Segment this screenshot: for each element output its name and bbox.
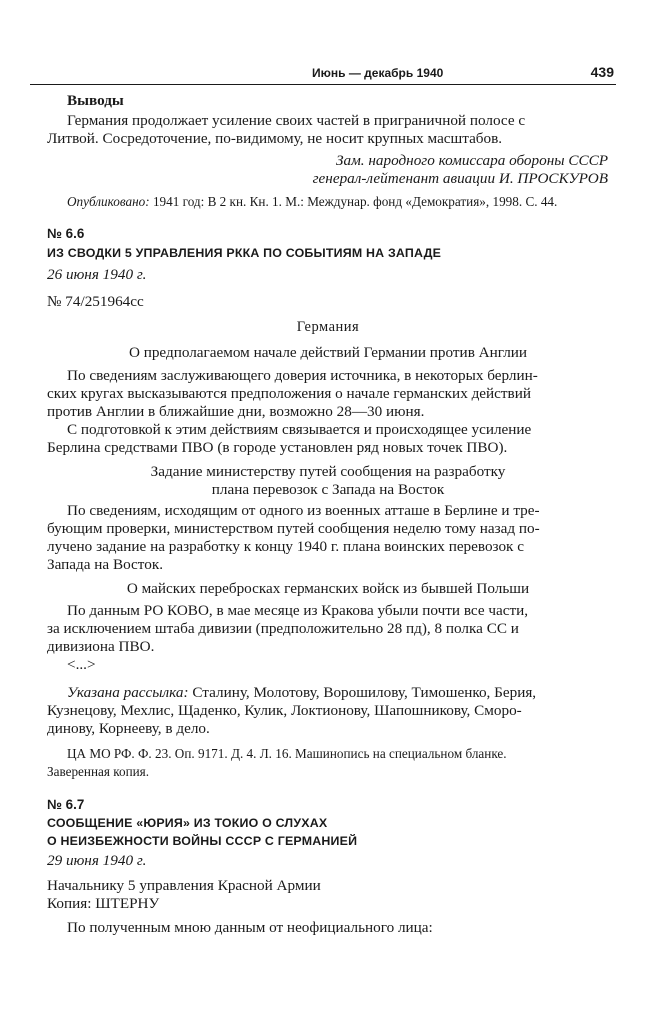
signature-name-line xyxy=(313,170,608,188)
doc66-distribution-line-2: Кузнецову, Мехлис, Щаденко, Кулик, Локтионову, Шапошникову, Сморо- xyxy=(47,702,522,719)
doc66-ellipsis: <...> xyxy=(67,656,96,673)
doc66-archive-line-2: Заверенная копия. xyxy=(47,764,150,779)
doc66-p1-line-3: против Англии в ближайшие дни, возможно 28—30 июня. xyxy=(47,403,425,420)
doc67-p1: По полученным мною данным от неофициального лица: xyxy=(67,919,433,936)
doc66-p1-line-1: По сведениям заслуживающего доверия источника, в некоторых берлин- xyxy=(67,367,538,384)
doc66-section: Германия xyxy=(296,319,360,335)
doc66-p3-line-1: По сведениям, исходящим от одного из военных атташе в Берлине и тре- xyxy=(67,502,540,519)
distribution-label: Указана рассылка: xyxy=(67,684,189,701)
doc66-p4-line-1: По данным РО КОВО, в мае месяце из Кракова убыли почти все части, xyxy=(67,602,529,619)
doc66-p4-line-2: за исключением штаба дивизии (предположительно 28 пд), 8 полка СС и xyxy=(47,620,519,637)
doc67-title-line-2: О НЕИЗБЕЖНОСТИ ВОЙНЫ СССР С ГЕРМАНИЕЙ xyxy=(47,834,358,848)
doc66-ref: № 74/251964сс xyxy=(47,293,144,310)
doc66-p2-line-2: Берлина средствами ПВО (в городе установлен ряд новых точек ПВО). xyxy=(47,439,508,456)
doc66-p4-line-3: дивизиона ПВО. xyxy=(47,638,155,655)
doc66-subheading-1: О предполагаемом начале действий Германии против Англии xyxy=(128,344,528,361)
signature-position: Зам. народного комиссара обороны СССР xyxy=(335,152,608,169)
doc67-number: № 6.7 xyxy=(47,797,85,812)
doc66-p3-line-3: лучено задание на разработку к концу 1940 г. плана воинских перевозок с xyxy=(47,538,524,555)
conclusions-heading: Выводы xyxy=(67,92,124,109)
doc66-subheading-3: О майских перебросках германских войск из бывшей Польши xyxy=(126,580,530,597)
doc66-distribution-line-3: динову, Корнееву, в дело. xyxy=(47,720,210,737)
doc66-p3-line-4: Запада на Восток. xyxy=(47,556,163,573)
doc67-addressee: Начальнику 5 управления Красной Армии xyxy=(47,877,321,894)
doc66-archive-line-1: ЦА МО РФ. Ф. 23. Оп. 9171. Д. 4. Л. 16. Машинопись на специальном бланке. xyxy=(67,746,507,761)
running-header-title: Июнь — декабрь 1940 xyxy=(312,66,444,80)
doc66-date: 26 июня 1940 г. xyxy=(47,266,147,283)
published-text: 1941 год: В 2 кн. Кн. 1. М.: Междунар. фонд «Демократия», 1998. С. 44. xyxy=(149,194,558,209)
conclusions-line-1: Германия продолжает усиление своих частей в приграничной полосе с xyxy=(67,112,526,129)
doc66-subheading-2-line-2: плана перевозок с Запада на Восток xyxy=(211,481,445,498)
signature-name: И. ПРОСКУРОВ xyxy=(498,170,608,187)
doc67-date: 29 июня 1940 г. xyxy=(47,852,147,869)
doc66-p1-line-2: ских кругах высказываются предположения о начале германских действий xyxy=(47,385,531,402)
doc66-p3-line-2: бующим проверки, министерством путей сообщения неделю тому назад по- xyxy=(47,520,540,537)
doc66-subheading-2-line-1: Задание министерству путей сообщения на разработку xyxy=(150,463,506,480)
page-number: 439 xyxy=(590,64,614,80)
doc66-distribution-line-1 xyxy=(67,684,536,702)
published-label: Опубликовано: xyxy=(67,194,150,209)
distribution-text-1: Сталину, Молотову, Ворошилову, Тимошенко, Берия, xyxy=(188,684,537,701)
running-header xyxy=(30,62,616,85)
doc67-title-line-1: СООБЩЕНИЕ «ЮРИЯ» ИЗ ТОКИО О СЛУХАХ xyxy=(47,816,328,830)
doc66-number: № 6.6 xyxy=(47,226,85,241)
doc66-p2-line-1: С подготовкой к этим действиям связывается и происходящее усиление xyxy=(67,421,532,438)
signature-rank: генерал-лейтенант авиации xyxy=(312,170,499,187)
published-line xyxy=(67,193,557,211)
conclusions-line-2: Литвой. Сосредоточение, по-видимому, не носит крупных масштабов. xyxy=(47,130,503,147)
doc66-title: ИЗ СВОДКИ 5 УПРАВЛЕНИЯ РККА ПО СОБЫТИЯМ НА ЗАПАДЕ xyxy=(47,246,442,260)
doc67-copy: Копия: ШТЕРНУ xyxy=(47,895,160,912)
